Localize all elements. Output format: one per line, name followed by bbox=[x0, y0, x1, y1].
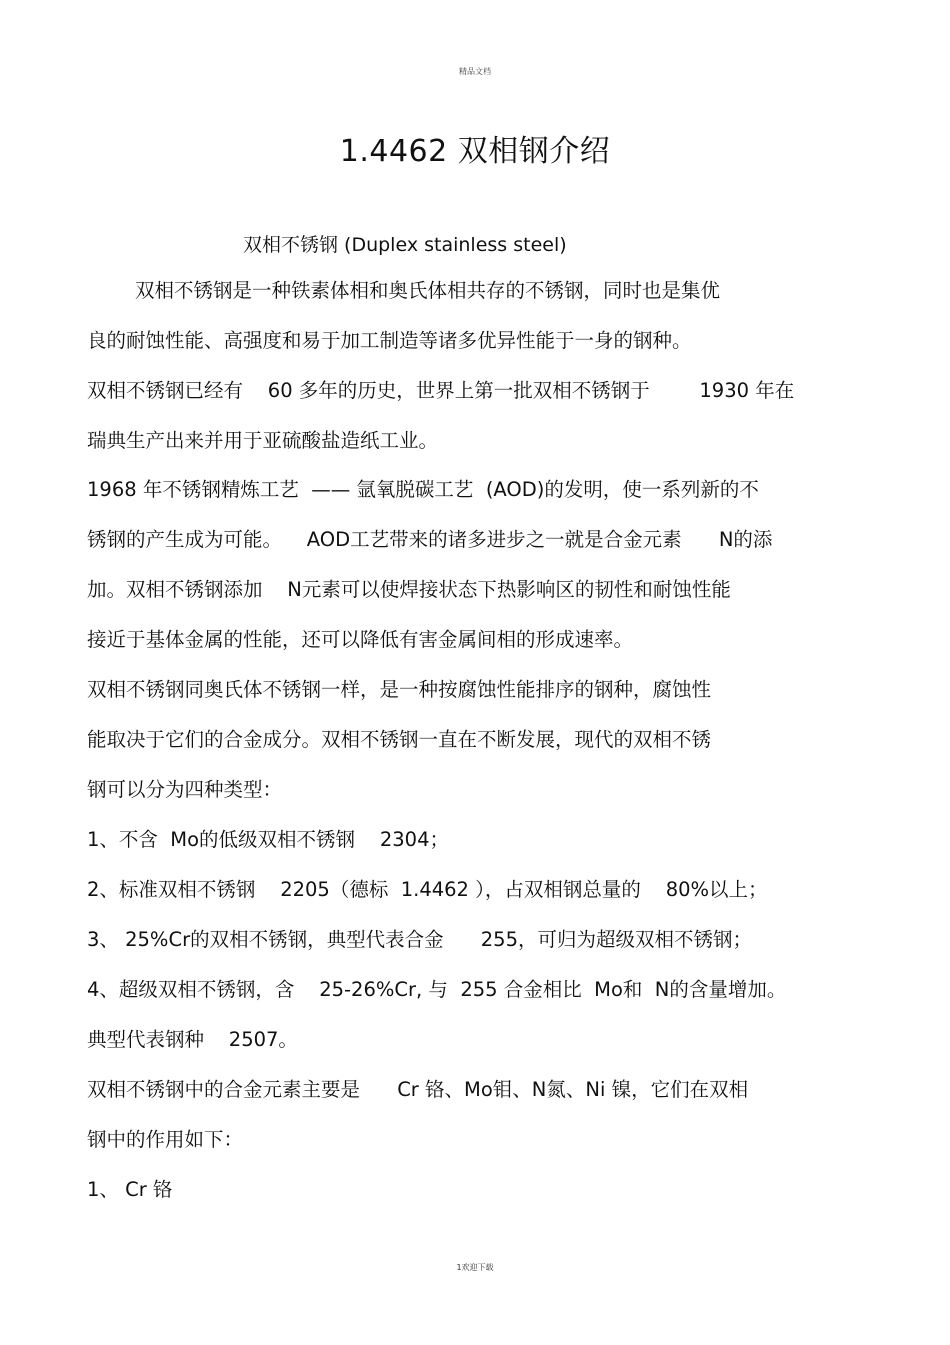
list-item: 2、标准双相不锈钢 2205（德标 1.4462 ），占双相钢总量的 80%以上； bbox=[87, 878, 768, 901]
paragraph-line: 双相不锈钢同奥氏体不锈钢一样，是一种按腐蚀性能排序的钢种，腐蚀性 bbox=[87, 678, 712, 701]
list-item: 4、超级双相不锈钢，含 25-26%Cr, 与 255 合金相比 Mo和 N的含量增加。 bbox=[87, 978, 787, 1001]
document-subtitle: 双相不锈钢 (Duplex stainless steel) bbox=[243, 234, 567, 256]
paragraph-line: 接近于基体金属的性能，还可以降低有害金属间相的形成速率。 bbox=[87, 628, 634, 651]
paragraph-line: 双相不锈钢已经有 60 多年的历史，世界上第一批双相不锈钢于 1930 年在 bbox=[87, 379, 795, 402]
paragraph-line: 瑞典生产出来并用于亚硫酸盐造纸工业。 bbox=[87, 429, 439, 452]
paragraph-line: 双相不锈钢是一种铁素体相和奥氏体相共存的不锈钢，同时也是集优 bbox=[135, 279, 721, 302]
paragraph-line: 钢中的作用如下： bbox=[87, 1128, 244, 1151]
paragraph-line: 典型代表钢种 2507。 bbox=[87, 1028, 298, 1051]
header-note: 精品文档 bbox=[459, 67, 491, 76]
paragraph-line: 双相不锈钢中的合金元素主要是 Cr 铬、Mo钼、N氮、Ni 镍，它们在双相 bbox=[87, 1078, 749, 1101]
list-item: 3、 25%Cr的双相不锈钢，典型代表合金 255，可归为超级双相不锈钢； bbox=[87, 928, 752, 951]
list-item: 1、不含 Mo的低级双相不锈钢 2304； bbox=[87, 828, 449, 851]
section-heading: 1、 Cr 铬 bbox=[87, 1178, 173, 1201]
paragraph-line: 锈钢的产生成为可能。 AOD工艺带来的诸多进步之一就是合金元素 N的添 bbox=[87, 528, 773, 551]
paragraph-line: 钢可以分为四种类型： bbox=[87, 778, 283, 801]
paragraph-line: 1968 年不锈钢精炼工艺 —— 氩氧脱碳工艺 (AOD)的发明，使一系列新的不 bbox=[87, 478, 759, 501]
document-title: 1.4462 双相钢介绍 bbox=[339, 134, 611, 169]
paragraph-line: 能取决于它们的合金成分。双相不锈钢一直在不断发展，现代的双相不锈 bbox=[87, 728, 712, 751]
footer-note: 1欢迎下载 bbox=[456, 1263, 494, 1272]
paragraph-line: 良的耐蚀性能、高强度和易于加工制造等诸多优异性能于一身的钢种。 bbox=[87, 329, 692, 352]
paragraph-line: 加。双相不锈钢添加 N元素可以使焊接状态下热影响区的韧性和耐蚀性能 bbox=[87, 578, 731, 601]
